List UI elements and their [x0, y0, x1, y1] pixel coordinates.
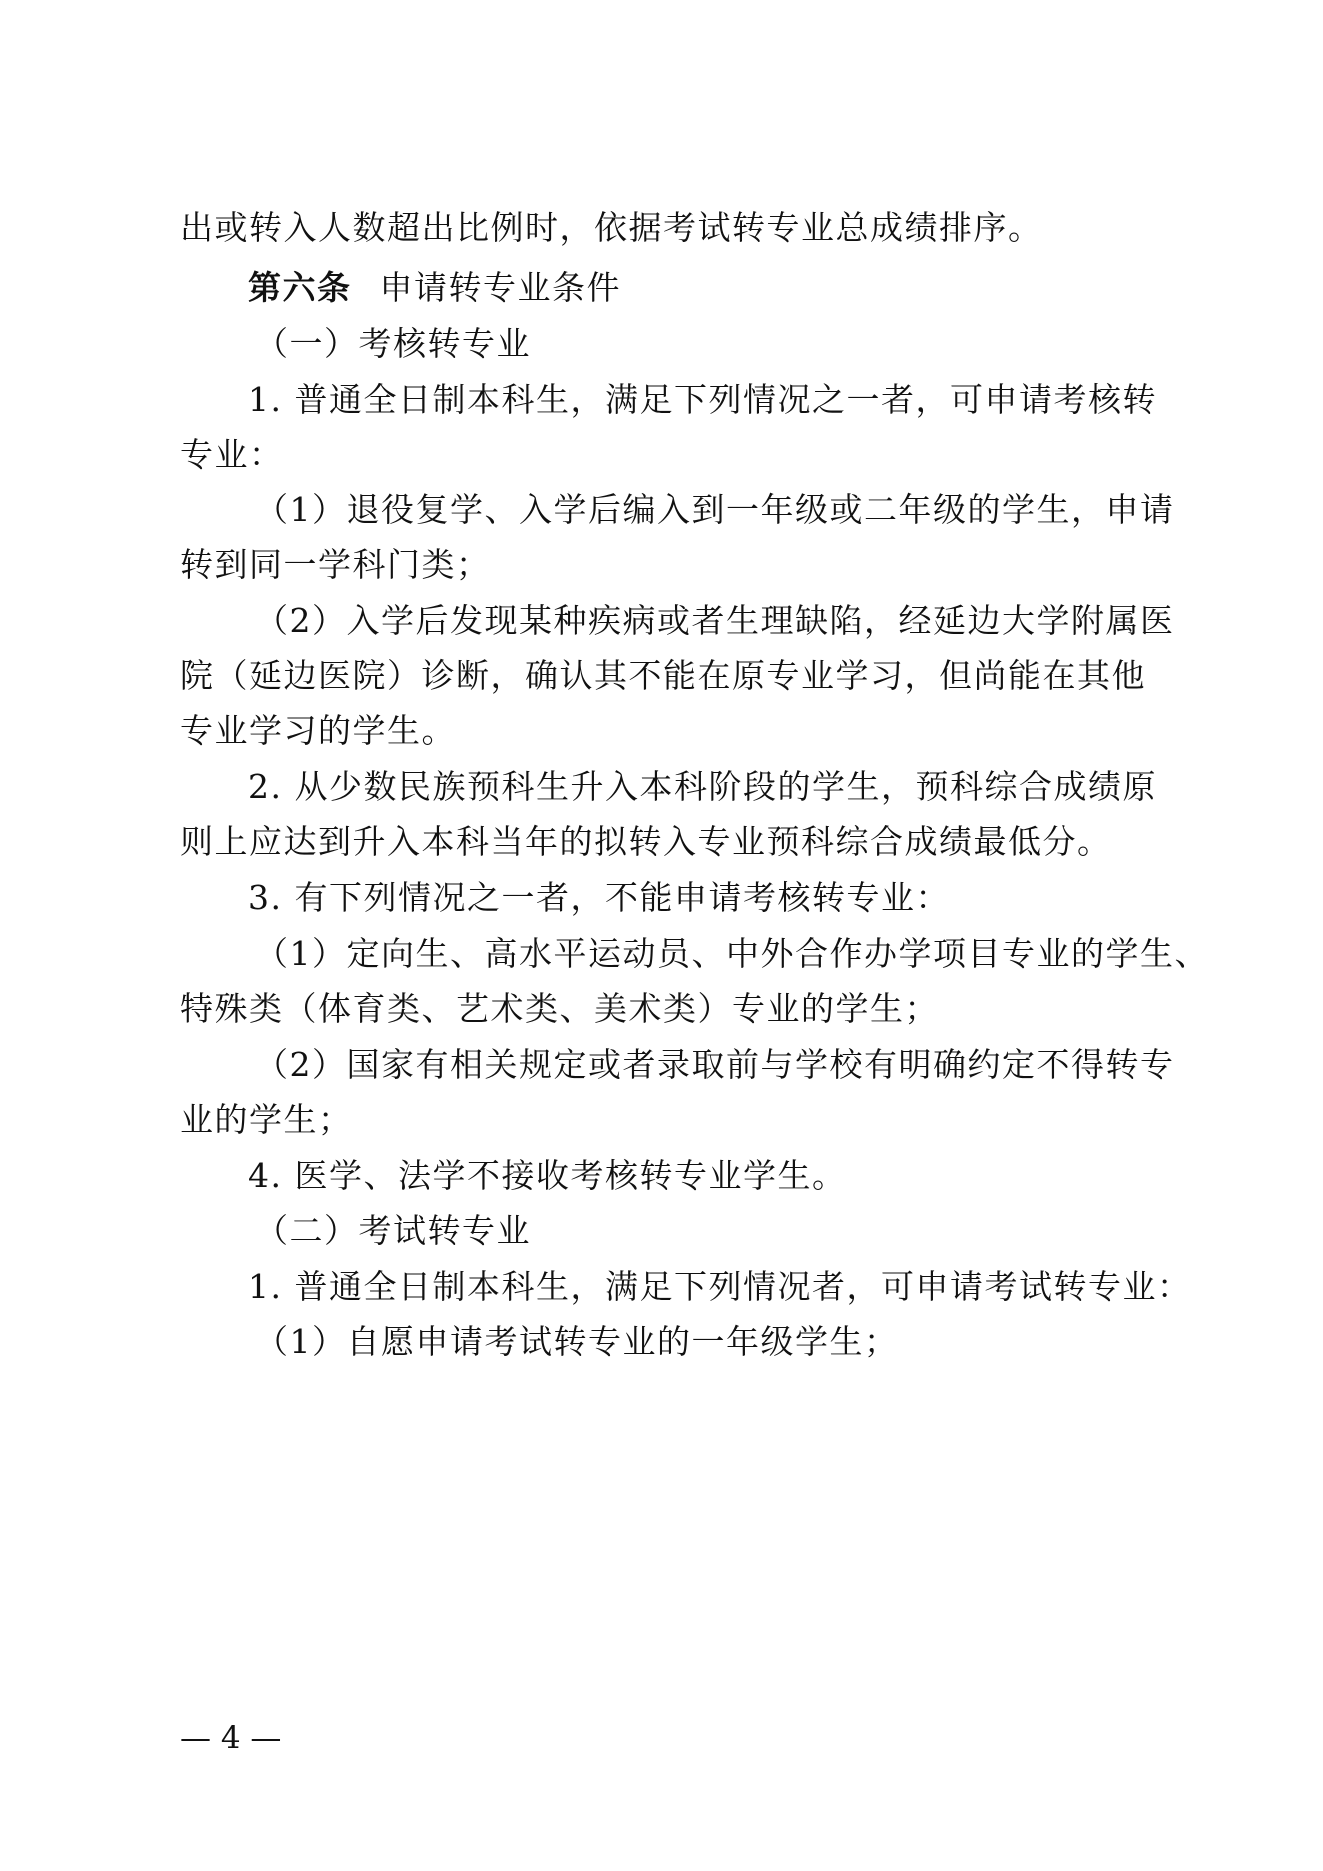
article-title: 申请转专业条件 — [379, 268, 621, 307]
body-text-line: 专业： — [180, 435, 284, 474]
section-heading: （二）考试转专业 — [255, 1211, 531, 1250]
body-text-line: （1）退役复学、入学后编入到一年级或二年级的学生，申请 — [255, 490, 1175, 529]
body-text-line: 1. 普通全日制本科生，满足下列情况之一者，可申请考核转 — [248, 380, 1157, 419]
body-text-line: （2）入学后发现某种疾病或者生理缺陷，经延边大学附属医 — [255, 601, 1175, 640]
body-text-line: 2. 从少数民族预科生升入本科阶段的学生，预科综合成绩原 — [248, 767, 1157, 806]
page-number: — 4 — — [180, 1720, 282, 1756]
body-text-line: 3. 有下列情况之一者，不能申请考核转专业： — [248, 878, 950, 917]
body-text-line: 则上应达到升入本科当年的拟转入专业预科综合成绩最低分。 — [180, 822, 1112, 861]
body-text-line: 业的学生； — [180, 1100, 353, 1139]
body-text-line: （1）自愿申请考试转专业的一年级学生； — [255, 1322, 899, 1361]
body-text-line: 出或转入人数超出比例时，依据考试转专业总成绩排序。 — [180, 208, 1043, 247]
body-text-line: 4. 医学、法学不接收考核转专业学生。 — [248, 1156, 847, 1195]
article-heading — [248, 266, 621, 310]
body-text-line: （1）定向生、高水平运动员、中外合作办学项目专业的学生、 — [255, 934, 1209, 973]
body-text-line: 特殊类（体育类、艺术类、美术类）专业的学生； — [180, 989, 939, 1028]
body-text-line: 1. 普通全日制本科生，满足下列情况者，可申请考试转专业： — [248, 1267, 1192, 1306]
body-text-line: 专业学习的学生。 — [180, 711, 456, 750]
article-label: 第六条 — [248, 268, 352, 307]
body-text-line: 转到同一学科门类； — [180, 545, 491, 584]
section-heading: （一）考核转专业 — [255, 324, 531, 363]
body-text-line: 院（延边医院）诊断，确认其不能在原专业学习，但尚能在其他 — [180, 656, 1146, 695]
body-text-line: （2）国家有相关规定或者录取前与学校有明确约定不得转专 — [255, 1045, 1175, 1084]
